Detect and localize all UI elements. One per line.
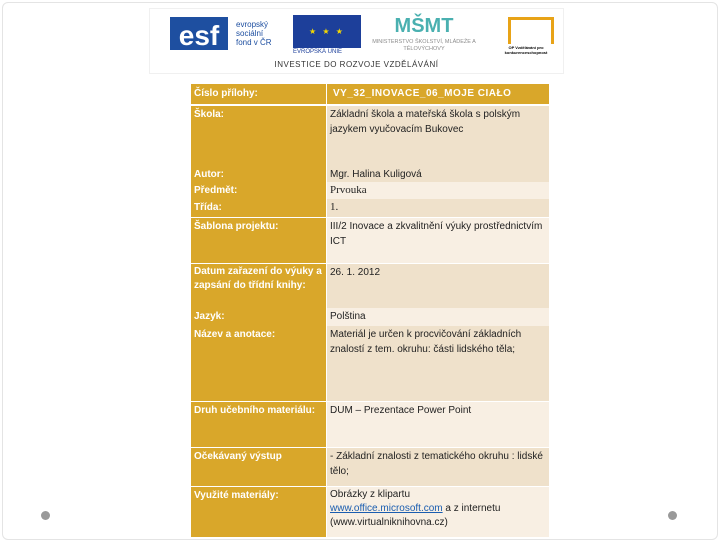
- row-value: Polština: [327, 308, 549, 326]
- row-value: III/2 Inovace a zkvalitnění výuky prostřednictvím ICT: [327, 218, 549, 263]
- row-label: Číslo přílohy:: [191, 84, 326, 104]
- msmt-text: MINISTERSTVO ŠKOLSTVÍ, MLÁDEŽE A TĚLOVÝCHOVY: [372, 39, 476, 52]
- eu-flag-logo: ★ ★ ★: [293, 15, 361, 48]
- row-label: Jazyk:: [191, 308, 326, 326]
- row-label: Předmět:: [191, 182, 326, 199]
- op-logo: [508, 17, 554, 44]
- row-label: Očekávaný výstup: [191, 448, 326, 486]
- row-value: 26. 1. 2012: [327, 264, 549, 308]
- row-label: Název a anotace:: [191, 326, 326, 401]
- row-value: 1.: [327, 199, 549, 217]
- row-value: Prvouka: [327, 182, 549, 199]
- row-value: Materiál je určen k procvičování základních znalostí z tem. okruhu: části lidského těla;: [327, 326, 549, 401]
- row-label: Využité materiály:: [191, 487, 326, 537]
- row-value: Obrázky z klipartu www.office.microsoft.com a z internetu (www.virtualniknihovna.cz): [327, 487, 549, 537]
- row-label: Škola: Autor:: [191, 106, 326, 182]
- bullet-dot: [41, 511, 50, 520]
- office-link[interactable]: www.office.microsoft.com: [330, 503, 443, 514]
- op-text: OP Vzdělávání pro konkurenceschopnost: [504, 45, 548, 55]
- row-value: - Základní znalosti z tematického okruhu : lidské tělo;: [327, 448, 549, 486]
- row-value: VY_32_INOVACE_06_MOJE CIAŁO: [327, 84, 549, 104]
- row-label: Druh učebního materiálu:: [191, 402, 326, 447]
- eu-text: EVROPSKÁ UNIE: [293, 49, 343, 55]
- row-value: Základní škola a mateřská škola s polským jazykem vyučovacím Bukovec Mgr. Halina Kuligová: [327, 106, 549, 182]
- row-label: Šablona projektu:: [191, 218, 326, 263]
- esf-text: evropský sociální fond v ČR: [236, 20, 272, 47]
- esf-logo: esf: [170, 17, 228, 50]
- msmt-logo: MŠMT: [394, 15, 454, 37]
- logo-banner: [150, 9, 563, 73]
- row-label: Datum zařazení do výuky a zapsání do třídní knihy:: [191, 264, 326, 308]
- row-value: DUM – Prezentace Power Point: [327, 402, 549, 447]
- row-label: Třída:: [191, 199, 326, 217]
- banner-caption: INVESTICE DO ROZVOJE VZDĚLÁVÁNÍ: [274, 60, 439, 69]
- bullet-dot: [668, 511, 677, 520]
